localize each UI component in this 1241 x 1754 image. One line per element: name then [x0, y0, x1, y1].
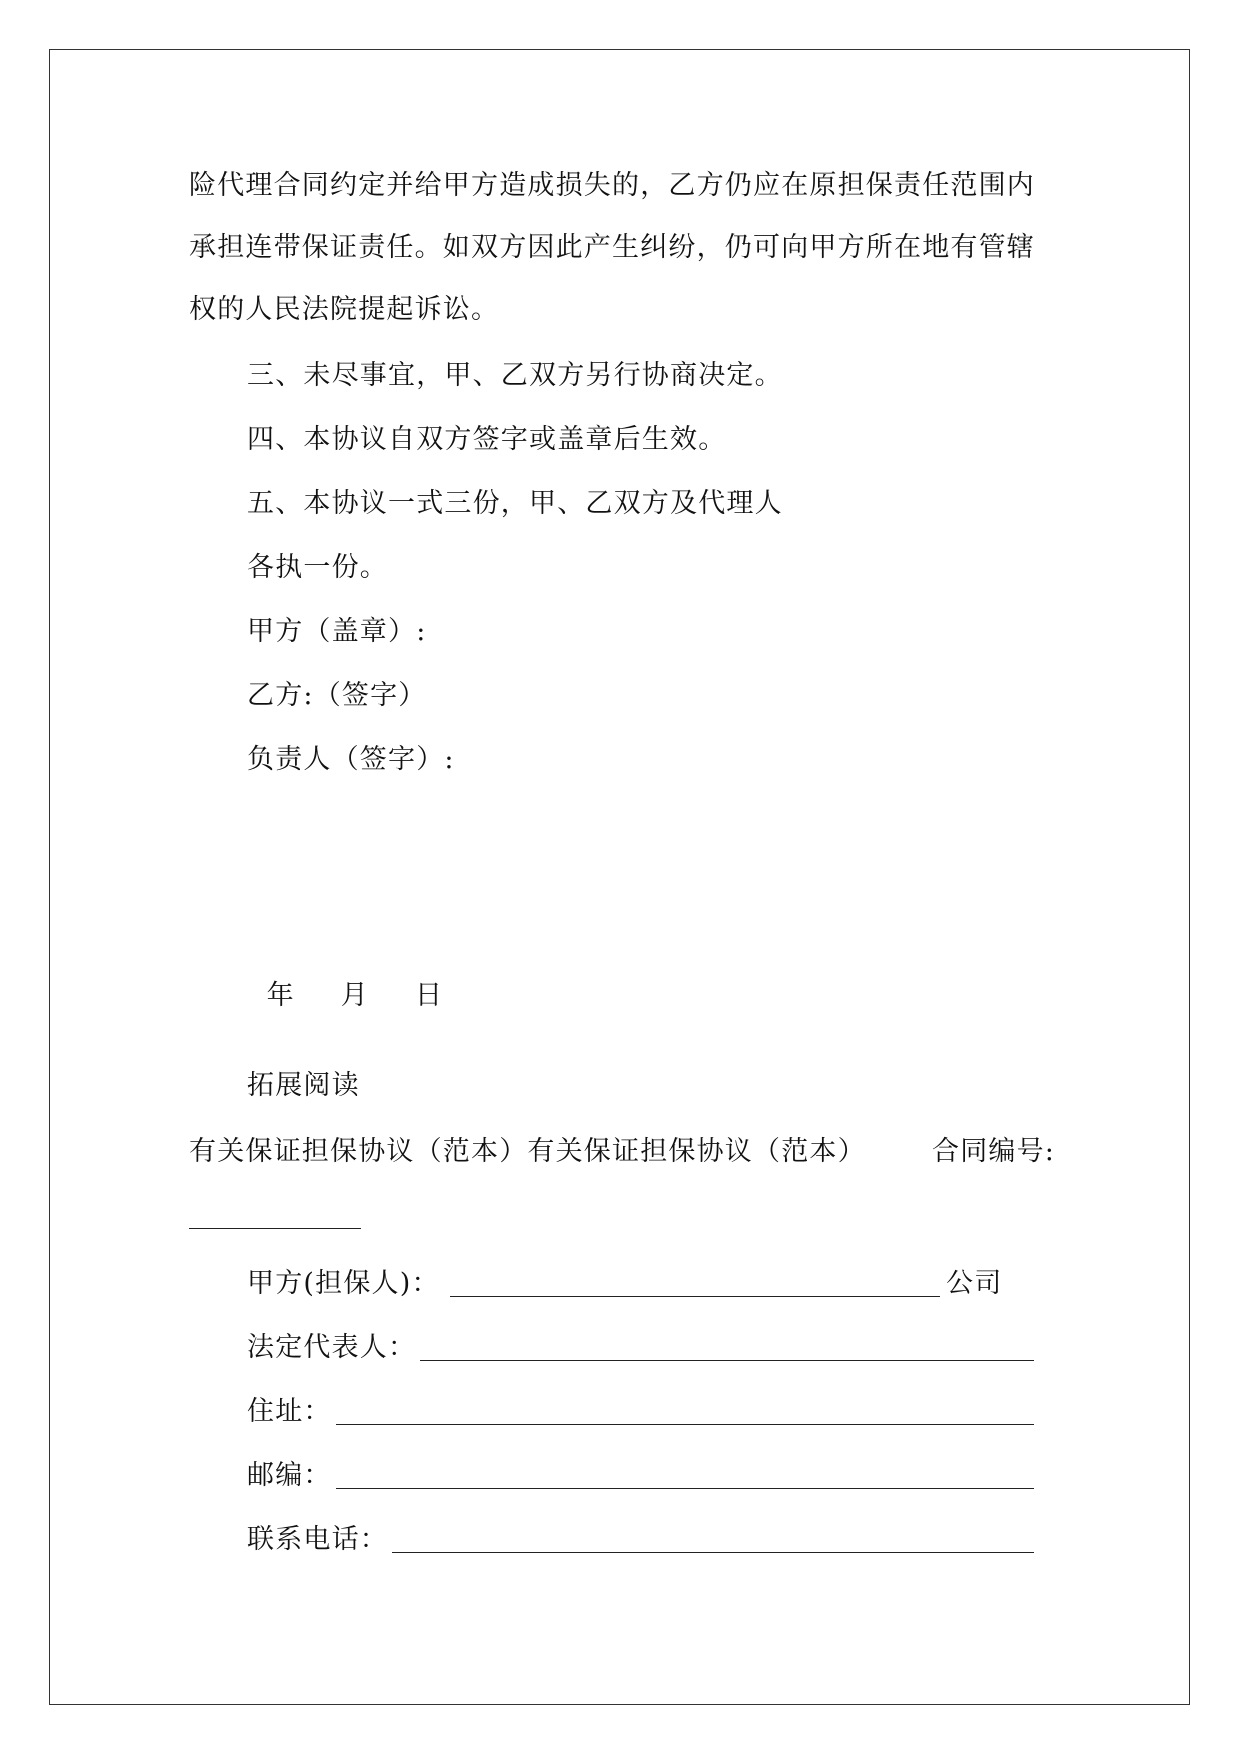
paragraph-line-1: 险代理合同约定并给甲方造成损失的，乙方仍应在原担保责任范围内: [189, 170, 1035, 201]
postcode-blank: [336, 1488, 1034, 1489]
contract-number-blank: [189, 1228, 361, 1229]
clause-three: 三、未尽事宜，甲、乙双方另行协商决定。: [247, 360, 783, 391]
phone-blank: [392, 1552, 1034, 1553]
date-day: 日: [414, 980, 444, 1011]
legal-representative-label: 法定代表人：: [247, 1332, 417, 1363]
extended-reading-heading: 拓展阅读: [247, 1070, 360, 1101]
address-blank: [336, 1424, 1034, 1425]
party-b-signature: 乙方:（签字）: [247, 680, 427, 711]
clause-four: 四、本协议自双方签字或盖章后生效。: [247, 424, 727, 455]
agreement-title: 有关保证担保协议（范本）有关保证担保协议（范本）: [189, 1136, 866, 1167]
responsible-person-signature: 负责人（签字）:: [247, 744, 455, 775]
date-year: 年: [266, 980, 295, 1011]
paragraph-line-3: 权的人民法院提起诉讼。: [189, 294, 500, 325]
phone-label: 联系电话：: [247, 1524, 388, 1555]
clause-five-continued: 各执一份。: [247, 552, 388, 583]
guarantor-label: 甲方(担保人)：: [247, 1268, 440, 1299]
guarantor-blank: [450, 1296, 940, 1297]
clause-five: 五、本协议一式三份，甲、乙双方及代理人: [247, 488, 783, 519]
postcode-label: 邮编：: [247, 1460, 332, 1491]
guarantor-company-suffix: 公司: [946, 1268, 1003, 1299]
address-label: 住址：: [247, 1396, 332, 1427]
contract-number-label: 合同编号:: [932, 1136, 1056, 1167]
party-a-seal: 甲方（盖章）:: [247, 616, 427, 647]
paragraph-line-2: 承担连带保证责任。如双方因此产生纠纷，仍可向甲方所在地有管辖: [189, 232, 1035, 263]
date-month: 月: [340, 980, 369, 1011]
legal-representative-blank: [420, 1360, 1034, 1361]
date-line: [247, 942, 489, 1014]
